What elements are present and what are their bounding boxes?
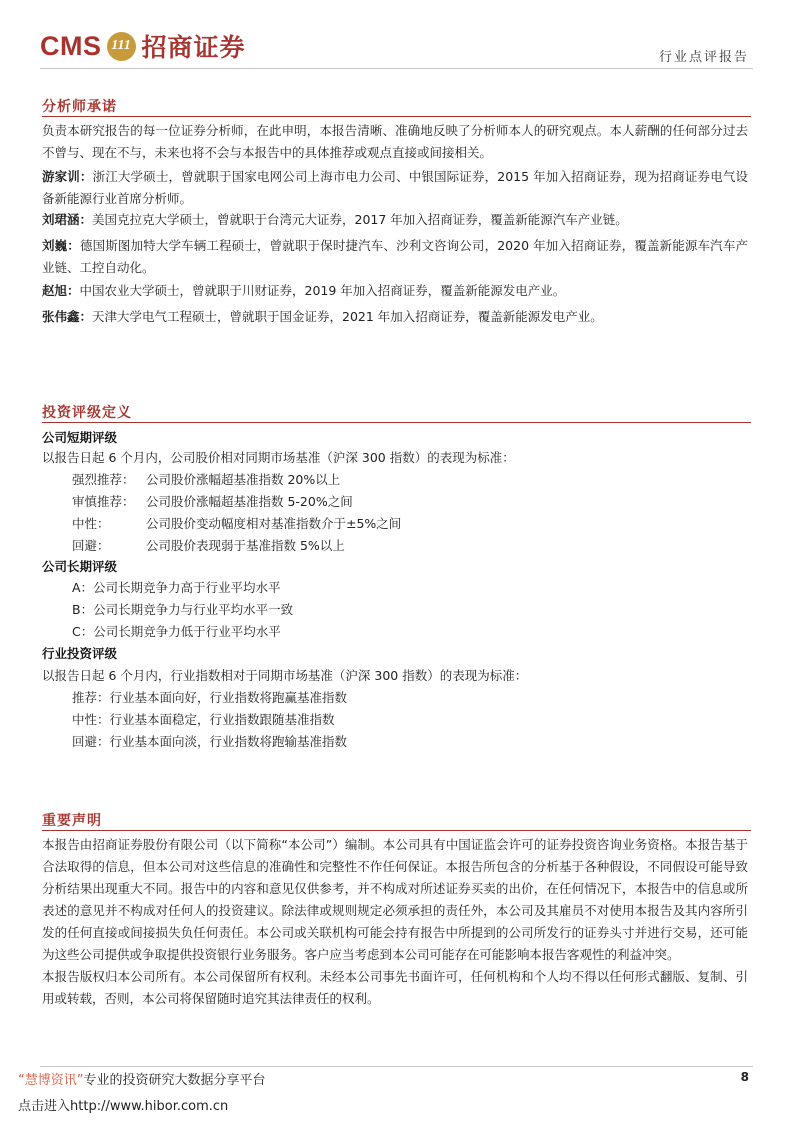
analyst-name: 刘巍： [42,238,80,253]
analyst-bio: 浙江大学硕士，曾就职于国家电网公司上海市电力公司、中银国际证券，2015 年加入招商证券，现为招商证券电气设备新能源行业首席分析师。 [42,169,748,206]
rating-item [72,515,401,533]
copyright-paragraph: 本报告版权归本公司所有。本公司保留所有权利。未经本公司事先书面许可，任何机构和个人均不得以任何形式翻版、复制、引用或转载，否则，本公司将保留随时追究其法律责任的权利。 [42,969,748,1006]
watermark-brand: “慧博资讯” [18,1073,84,1088]
page-number: 8 [740,1070,749,1084]
long-term-rating-item: C：公司长期竞争力低于行业平均水平 [72,624,281,639]
cms-logo [40,28,246,64]
logo-emblem-icon: 111 [107,32,136,61]
watermark-link-label: 点击进入 [18,1099,71,1114]
industry-rating-item: 推荐：行业基本面向好，行业指数将跑赢基准指数 [72,690,348,705]
analyst-bio: 天津大学电气工程硕士，曾就职于国金证券，2021 年加入招商证券，覆盖新能源发电产业。 [92,309,603,324]
analyst-bio: 德国斯图加特大学车辆工程硕士，曾就职于保时捷汽车、沙利文咨询公司，2020 年加入招商证券，覆盖新能源车汽车产业链、工控自动化。 [42,238,748,275]
rating-item-desc: 公司股价涨幅超基准指数 5-20%之间 [146,494,353,509]
rating-item-desc: 公司股价变动幅度相对基准指数介于±5%之间 [146,516,402,531]
section-title-disclaimer: 重要声明 [42,813,102,829]
rating-item [72,471,340,489]
disclaimer-paragraph: 本报告由招商证券股份有限公司（以下简称“本公司”）编制。本公司具有中国证监会许可的证券投资咨询业务资格。本报告基于合法取得的信息，但本公司对这些信息的准确性和完整性不作任何保证。本报告所包含的分析基于各种假设，不同假设可能导致分析结果出现重大不同。报告中的内容和意见仅供参考，并不构成对所述证券买卖的出价，在任何情况下，本报告中的信息或所表述的意见并不构成对任何人的投资建议。除法律或规则规定必须承担的责任外，本公司及其雇员不对使用本报告及其内容所引发的任何直接或间接损失负任何责任。本公司或关联机构可能会持有报告中所提到的公司所发行的证券头寸并进行交易，还可能为这些公司提供或争取提供投资银行业务服务。客户应当考虑到本公司可能存在可能影响本报告客观性的利益冲突。 [42,837,748,962]
watermark [18,1069,266,1088]
analyst-name: 游家训： [42,169,93,184]
section-title-analyst-commitment: 分析师承诺 [42,99,117,115]
analyst-entry [42,166,748,210]
logo-cms-text: CMS [40,30,102,61]
rating-item-desc: 公司股价涨幅超基准指数 20%以上 [146,472,341,487]
analyst-bio: 美国克拉克大学硕士，曾就职于台湾元大证券，2017 年加入招商证券，覆盖新能源汽车产业链。 [92,212,628,227]
analyst-entry [42,306,748,328]
section-divider [42,116,751,117]
section-title-rating-definition: 投资评级定义 [42,405,132,421]
rating-item-name: 审慎推荐： [72,494,135,509]
analyst-name: 张伟鑫： [42,309,93,324]
header-divider [40,68,753,69]
industry-rating-heading: 行业投资评级 [42,646,118,661]
industry-rating-item: 中性：行业基本面稳定，行业指数跟随基准指数 [72,712,335,727]
short-term-rating-heading: 公司短期评级 [42,430,118,445]
logo-company-name: 招商证券 [141,33,246,62]
watermark-link[interactable] [18,1095,228,1114]
industry-rating-intro: 以报告日起 6 个月内，行业指数相对于同期市场基准（沪深 300 指数）的表现为标准： [42,668,528,683]
rating-item [72,493,353,511]
section-divider [42,830,751,831]
rating-item-desc: 公司股价表现弱于基准指数 5%以上 [146,538,345,553]
industry-rating-item: 回避：行业基本面向淡，行业指数将跑输基准指数 [72,734,348,749]
analyst-name: 赵旭： [42,283,80,298]
rating-item-name: 中性： [72,516,110,531]
short-term-rating-intro: 以报告日起 6 个月内，公司股价相对同期市场基准（沪深 300 指数）的表现为标准： [42,450,515,465]
long-term-rating-item: A：公司长期竞争力高于行业平均水平 [72,580,281,595]
report-type: 行业点评报告 [658,50,749,65]
page-header [0,0,793,70]
analyst-statement: 负责本研究报告的每一位证券分析师，在此申明，本报告清晰、准确地反映了分析师本人的研究观点。本人薪酬的任何部分过去不曾与、现在不与，未来也将不会与本报告中的具体推荐或观点直接或间接相关。 [42,123,748,160]
analyst-bio: 中国农业大学硕士，曾就职于川财证券，2019 年加入招商证券，覆盖新能源发电产业。 [79,283,566,298]
section-divider [42,422,751,423]
analyst-entry [42,280,748,302]
long-term-rating-item: B：公司长期竞争力与行业平均水平一致 [72,602,294,617]
footer-divider [40,1066,753,1067]
watermark-slogan: 专业的投资研究大数据分享平台 [83,1073,266,1088]
long-term-rating-heading: 公司长期评级 [42,559,118,574]
analyst-entry [42,235,748,279]
rating-item-name: 强烈推荐： [72,472,135,487]
watermark-url[interactable]: http://www.hibor.com.cn [70,1099,229,1114]
rating-item-name: 回避： [72,538,110,553]
analyst-name: 刘珺涵： [42,212,93,227]
rating-item [72,537,345,555]
analyst-entry [42,209,748,231]
